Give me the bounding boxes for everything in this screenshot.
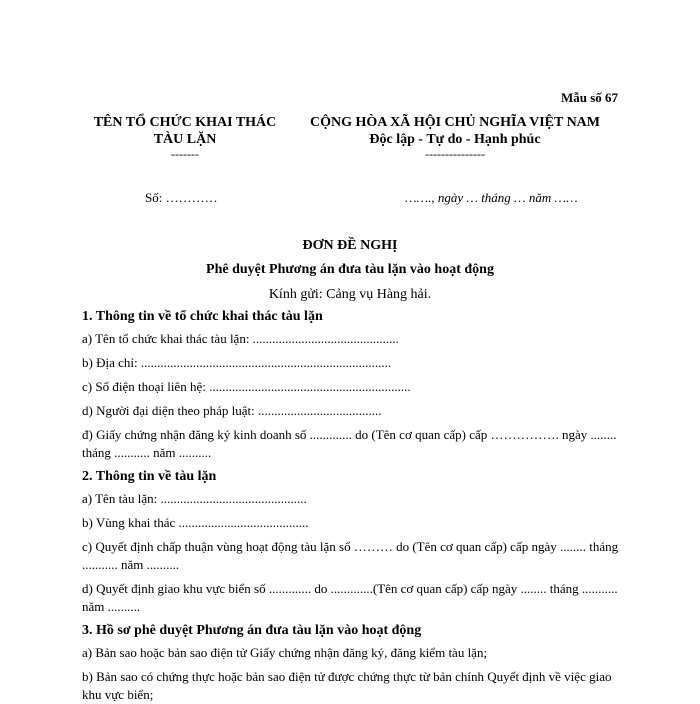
section-heading-3: 3. Hồ sơ phê duyệt Phương án đưa tàu lặn vào hoạt động: [82, 623, 422, 638]
section-heading-2: 2. Thông tin về tàu lặn: [82, 469, 217, 484]
section-1-item-dd: đ) Giấy chứng nhận đăng ký kinh doanh số ............. do (Tên cơ quan cấp) cấp ……………. ngày ........ tháng ........... năm ..........: [82, 427, 617, 460]
recipient-line: Kính gửi: Cảng vụ Hàng hải.: [268, 287, 432, 302]
section-1-item-b: b) Địa chỉ: .............................................................................: [82, 355, 392, 370]
section-3-item-b: b) Bản sao có chứng thực hoặc bản sao điện tử được chứng thực từ bản chính Quyết định về việc giao khu vực biển;: [82, 669, 612, 702]
national-header: [305, 114, 605, 160]
document-date: ……., ngày … tháng … năm ……: [405, 190, 578, 205]
document-number: Số: …………: [145, 190, 218, 205]
section-3-item-a: a) Bản sao hoặc bản sao điện tử Giấy chứng nhận đăng ký, đăng kiểm tàu lặn;: [82, 645, 488, 660]
form-number: Mẫu số 67: [560, 90, 618, 105]
document-subtitle: Phê duyệt Phương án đưa tàu lặn vào hoạt động: [206, 262, 494, 277]
section-2-item-d: d) Quyết định giao khu vực biển số ............. do .............(Tên cơ quan cấp) cấp ngày ........ tháng ........... năm ..........: [82, 581, 618, 614]
section-heading-1: 1. Thông tin về tổ chức khai thác tàu lặn: [82, 309, 323, 324]
section-1-item-d: d) Người đại diện theo pháp luật: ......................................: [82, 403, 382, 418]
national-divider: ---------------: [425, 147, 485, 161]
section-2-item-b: b) Vùng khai thác ........................................: [82, 515, 309, 530]
section-1-item-c: c) Số điện thoại liên hệ: ..............................................................: [82, 379, 411, 394]
organization-name-line-2: TÀU LẶN: [153, 132, 217, 147]
document-body: [82, 308, 622, 704]
organization-header: [80, 114, 290, 160]
organization-name-line-1: TÊN TỔ CHỨC KHAI THÁC: [93, 115, 277, 130]
section-1-item-a: a) Tên tổ chức khai thác tàu lặn: .............................................: [82, 331, 399, 346]
organization-divider: -------: [171, 147, 199, 161]
national-motto: Độc lập - Tự do - Hạnh phúc: [369, 132, 541, 147]
country-name: CỘNG HÒA XÃ HỘI CHỦ NGHĨA VIỆT NAM: [309, 115, 600, 130]
section-2-item-a: a) Tên tàu lặn: .............................................: [82, 491, 307, 506]
document-title: ĐƠN ĐỀ NGHỊ: [302, 238, 398, 253]
section-2-item-c: c) Quyết định chấp thuận vùng hoạt động tàu lặn số ……… do (Tên cơ quan cấp) cấp ngày ........ tháng ........... năm ..........: [82, 539, 619, 572]
